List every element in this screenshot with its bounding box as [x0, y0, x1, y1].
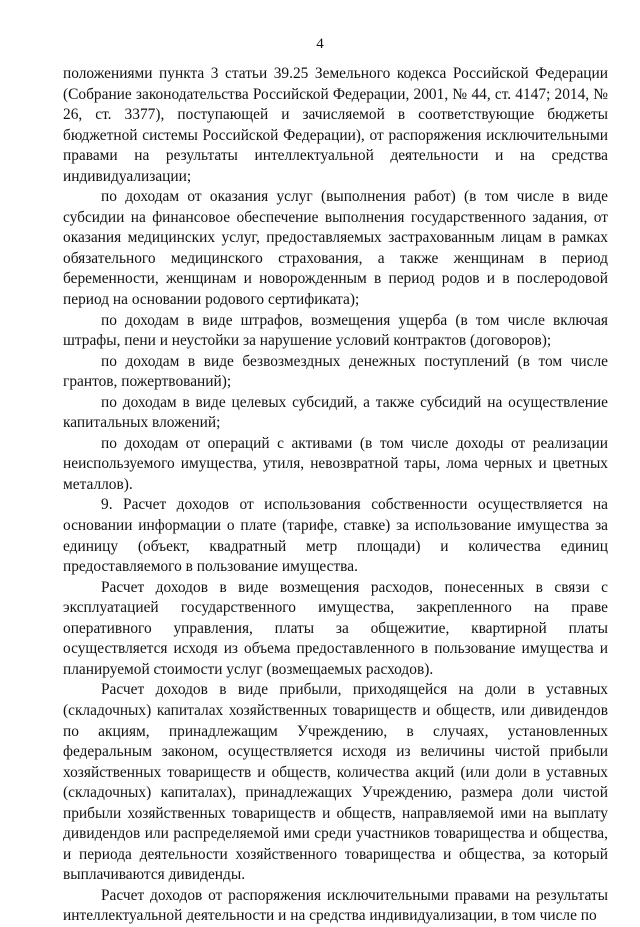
paragraph-subsidies-income: по доходам в виде целевых субсидий, а также субсидий на осуществление капитальных вложений; — [63, 393, 608, 432]
paragraph-intellectual-property: Расчет доходов от распоряжения исключительными правами на результаты интеллектуальной деятельности и на средства индивидуализации, в том числе по — [63, 886, 608, 925]
paragraph-grants-income: по доходам в виде безвозмездных денежных поступлений (в том числе грантов, пожертвований); — [63, 352, 608, 391]
page-number: 4 — [316, 36, 324, 52]
paragraph-services-income: по доходам от оказания услуг (выполнения работ) (в том числе в виде субсидии на финансовое обеспечение выполнения государственного задания, от оказания медицинских услуг, предоставляемых застрахованным лицам в рамках обязательного медицинского страхования, а также женщинам в период беременности, женщинам и новорожденным в период родов и в послеродовой период на основании родового сертификата); — [63, 188, 608, 309]
paragraph-dividends: Расчет доходов в виде прибыли, приходящейся на доли в уставных (складочных) капиталах хозяйственных товариществ и обществ, или дивидендов по акциям, принадлежащим Учреждению, в случаях, установленных федеральным законом, осуществляется исходя из величины чистой прибыли хозяйственных товариществ и обществ, количества акций (или доли в уставных (складочных) капиталах), принадлежащих Учреждению, размера доли чистой прибыли хозяйственных товариществ и обществ, направляемой ими на выплату дивидендов или распределяемой ими среди участников товарищества и общества, и периода деятельности хозяйственного товарищества и общества, за который выплачиваются дивиденды. — [63, 681, 608, 884]
paragraph-fines-income: по доходам в виде штрафов, возмещения ущерба (в том числе включая штрафы, пени и неустойки за нарушение условий контрактов (договоров); — [63, 311, 608, 350]
document-body — [63, 64, 608, 927]
paragraph-expense-reimbursement: Расчет доходов в виде возмещения расходов, понесенных в связи с эксплуатацией государственного имущества, закрепленного на праве оперативного управления, платы за общежитие, квартирной платы осуществляется исходя из объема предоставленного в пользование имущества и планируемой стоимости услуг (возмещаемых расходов). — [63, 578, 608, 678]
paragraph-continuation: положениями пункта 3 статьи 39.25 Земельного кодекса Российской Федерации (Собрание законодательства Российской Федерации, 2001, № 44, ст. 4147; 2014, № 26, ст. 3377), поступающей и зачисляемой в соответствующие бюджеты бюджетной системы Российской Федерации), от распоряжения исключительными правами на результаты интеллектуальной деятельности и на средства индивидуализации; — [63, 65, 608, 185]
paragraph-item-9: 9. Расчет доходов от использования собственности осуществляется на основании информации о плате (тарифе, ставке) за использование имущества за единицу (объект, квадратный метр площади) и количества единиц предоставляемого в пользование имущества. — [63, 496, 608, 576]
paragraph-assets-income: по доходам от операций с активами (в том числе доходы от реализации неиспользуемого имущества, утиля, невозвратной тары, лома черных и цветных металлов). — [63, 434, 608, 493]
